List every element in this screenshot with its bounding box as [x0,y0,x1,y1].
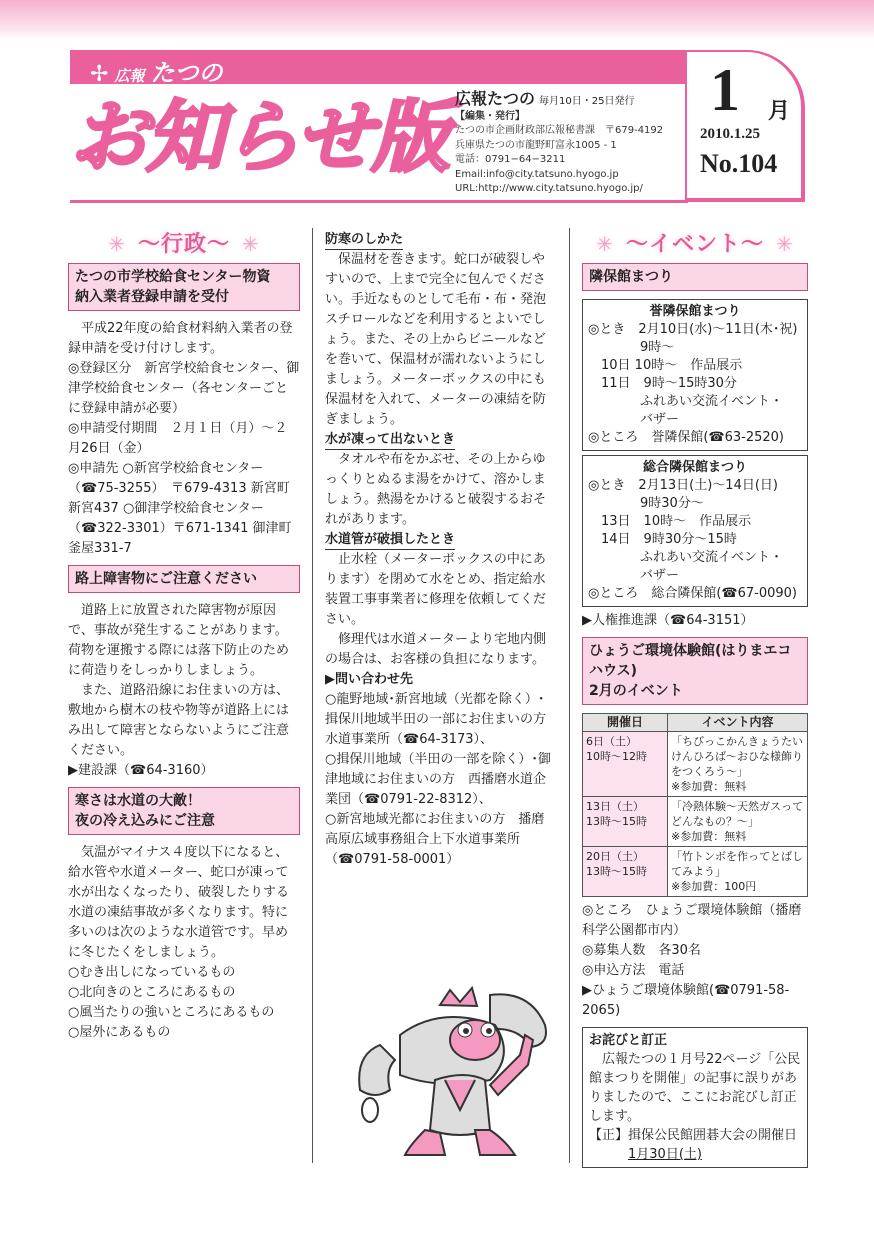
brand [90,53,222,88]
correction-date: 1月30日(土) [628,1147,702,1162]
column-divider [312,228,313,1163]
article-text: 道路上に放置された障害物が原因で、事故が発生することがあります。荷物を運搬する際には落下防止のために荷造りをしっかりしましょう。 [68,603,290,678]
article-text: ◎ところ ひょうご環境体験館（播磨科学公園都市内） [582,903,802,938]
article-text: 修理代は水道メーターより宅地内側の場合は、お客様の負担になります。 [325,632,547,667]
article-text: また、道路沿線にお住まいの方は、敷地から樹木の枝や物等が道路上にはみ出して障害とならないようにご注意ください。 [68,683,290,758]
pub-email: Email:info@city.tatsuno.hyogo.jp [455,168,619,180]
pub-line: 電話：0791−64−3211 [455,154,566,165]
list-item: ○風当たりの強いところにあるもの [68,1005,275,1020]
issue-month: 1 [710,57,740,123]
pub-line: たつの市企画財政部広報秘書課 〒679-4192 [455,125,664,136]
article-text: ◎申込方法 電話 [582,963,685,978]
brand-name: たつの [150,59,223,87]
article-text: ◎募集人数 各30名 [582,943,701,958]
left-column [68,232,300,1043]
article-title: 寒さは水道の大敵！ 夜の冷え込みにご注意 [68,787,300,835]
publisher-info [455,89,685,197]
subheading: 水道管が破損したとき [325,531,455,550]
brand-small: 広報 [114,67,145,85]
article-title: 路上障害物にご注意ください [68,565,300,593]
article-text: 平成22年度の給食材料納入業者の登録申請を受け付けします。 [68,321,293,356]
contact-line: ○揖保川地域（半田の一部を除く）･御津地域にお住まいの方 西播磨水道企業団（☎0791-22-8312）、 [325,752,551,807]
article-text: ◎登録区分 新宮学校給食センター、御津学校給食センター（各センターごとに登録申請が必要） [68,361,300,416]
event-box: 誉隣保館まつり ◎とき 2月10日(水)〜11日(木･祝) 9時〜 10日 10時〜 作品展示 11日 9時〜15時30分 ふれあい交流イベント・ バザー ◎ところ 誉隣保館(☎63-2520) [582,299,808,451]
sparkle-icon: ✳ [242,232,260,256]
article-title: 隣保館まつり [582,263,808,291]
article-text: 保温材を巻きます。蛇口が破裂しやすいので、上まで完全に包んでください。手近なものとして毛布・布・発泡スチロールなどを利用するとよいでしょう。また、その上からビニールなどを巻いて、保温材が濡れないようにしましょう。メーターボックスの中にも保温材を入れて、メーターの凍結を防ぎましょう。 [325,252,547,427]
contact-line: ▶人権推進課（☎64-3151） [582,613,754,628]
article-text: 気温がマイナス４度以下になると、給水管や水道メーター、蛇口が凍って水が出なくなったり、破裂したりする水道の凍結事故が多くなります。特に多いのは次のような水道管です。早めに冬じたくをしましょう。 [68,845,290,960]
article-text: ◎申請先 ○新宮学校給食センター（☎75-3255） 〒679-4313 新宮町新宮437 ○御津学校給食センター（☎322-3301）〒671-1341 御津町釜屋331-7 [68,461,292,556]
contact-line: ○新宮地域光都にお住まいの方 播磨高原広域事務組合上下水道事業所（☎0791-58-0001） [325,812,545,867]
article-text: ◎申請受付期間 ２月１日（月）〜２月26日（金） [68,421,288,456]
page-title: お知らせ版 [70,93,448,183]
header-rule [70,200,688,203]
city-logo-icon: ✢ [90,62,109,87]
sparkle-icon: ✳ [596,232,614,256]
article-text: 止水栓（メーターボックスの中にあります）を閉めて水をとめ、指定給水装置工事事業者に修理を依頼してください。 [325,552,547,627]
correction-title: お詫びと訂正 [589,1033,668,1048]
right-column [582,232,808,1168]
pub-url: URL:http://www.city.tatsuno.hyogo.jp/ [455,183,643,194]
subheading: 水が凍って出ないとき [325,431,455,450]
middle-column [325,230,560,870]
mascot-faucet-character [340,985,570,1160]
issue-number: No.104 [700,149,778,178]
pub-line: 兵庫県たつの市龍野町富永1005 - 1 [455,139,617,151]
event-table: 開催日 イベント内容 6日（土） 10時〜12時 「ちびっこかんきょうたいけんひろば〜おひな様飾りをつくろう〜」 ※参加費：無料 13日（土） 13時〜15時 「冷熱体験〜天然ガスってどんなもの？〜」 ※参加費：無料 20日（土） 13時〜15時 「竹トンボを作ってとばしてみよう」 ※参加費：100円 [582,713,808,897]
article-text: タオルや布をかぶせ、その上からゆっくりとぬるま湯をかけて、溶かしましょう。熱湯をかけると破裂するおそれがあります。 [325,452,547,527]
contact-line: ○龍野地域･新宮地域（光都を除く）･揖保川地域半田の一部にお住まいの方 水道事業所（☎64-3173）、 [325,692,560,747]
issue-month-label: 月 [768,99,791,124]
correction-box [582,1027,808,1168]
article-title: ひょうご環境体験館(はりまエコハウス) 2月のイベント [582,637,808,705]
event-box: 総合隣保館まつり ◎とき 2月13日(土)〜14日(日) 9時30分〜 13日 10時〜 作品展示 14日 9時30分〜15時 ふれあい交流イベント・ バザー ◎ところ 総合隣保館(☎67-0090) [582,455,808,607]
contact-title: ▶問い合わせ先 [325,672,413,687]
contact-line: ▶建設課（☎64-3160） [68,763,214,778]
event-box-title: 総合隣保館まつり [642,460,747,475]
top-gradient [0,0,874,40]
table-row: 20日（土） 13時〜15時 「竹トンボを作ってとばしてみよう」 ※参加費：100円 [583,847,808,897]
section-title-gyosei: ✳ 〜行政〜 ✳ [68,234,300,255]
issue-date: 2010.1.25 [700,126,760,142]
article-title: たつの市学校給食センター物資 納入業者登録申請を受付 [68,263,300,311]
sparkle-icon: ✳ [776,232,794,256]
table-row: 6日（土） 10時〜12時 「ちびっこかんきょうたいけんひろば〜おひな様飾りをつくろう〜」 ※参加費：無料 [583,732,808,797]
list-item: ○屋外にあるもの [68,1025,171,1040]
pub-freq: 毎月10日・25日発行 [539,96,635,107]
correction-text: 広報たつの１月号22ページ「公民館まつりを開催」の記事に誤りがありましたので、ここにお詫びし訂正します。 [589,1052,801,1124]
list-item: ○北向きのところにあるもの [68,985,236,1000]
pub-role: 【編集・発行】 [455,110,525,122]
list-item: ○むき出しになっているもの [68,965,236,980]
contact-line: ▶ひょうご環境体験館(☎0791-58-2065) [582,983,790,1018]
pub-name: 広報たつの [455,89,536,108]
table-row: 13日（土） 13時〜15時 「冷熱体験〜天然ガスってどんなもの？〜」 ※参加費：無料 [583,797,808,847]
section-title-event: ✳ 〜イベント〜 ✳ [582,234,808,255]
sparkle-icon: ✳ [108,232,126,256]
event-box-title: 誉隣保館まつり [649,304,741,319]
subheading: 防寒のしかた [325,231,403,250]
correction-text: 【正】揖保公民館囲碁大会の開催日 [589,1128,798,1143]
